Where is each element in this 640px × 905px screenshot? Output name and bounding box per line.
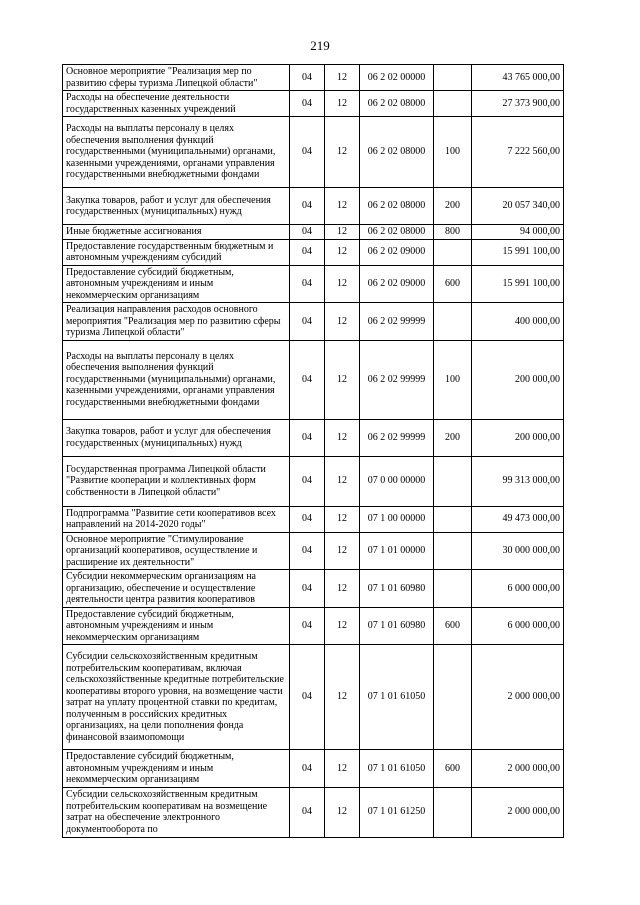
row-target-article: 06 2 02 99999 [360, 419, 434, 456]
row-amount: 49 473 000,00 [472, 506, 564, 532]
row-section: 04 [290, 419, 325, 456]
row-section: 04 [290, 303, 325, 341]
row-amount: 94 000,00 [472, 225, 564, 240]
row-section: 04 [290, 340, 325, 419]
row-subsection: 12 [325, 532, 360, 570]
row-subsection: 12 [325, 239, 360, 265]
row-target-article: 07 0 00 00000 [360, 456, 434, 506]
row-target-article: 06 2 02 08000 [360, 91, 434, 117]
row-subsection: 12 [325, 506, 360, 532]
row-subsection: 12 [325, 570, 360, 608]
row-section: 04 [290, 456, 325, 506]
row-subsection: 12 [325, 456, 360, 506]
row-section: 04 [290, 91, 325, 117]
row-expense-type [434, 91, 472, 117]
row-expense-type: 200 [434, 419, 472, 456]
row-target-article: 07 1 01 60980 [360, 570, 434, 608]
row-expense-type [434, 787, 472, 837]
table-row [63, 506, 564, 532]
row-expense-type: 600 [434, 607, 472, 645]
row-name: Предоставление государственным бюджетным и автономным учреждениям субсидий [63, 239, 290, 265]
row-name: Реализация направления расходов основного мероприятия "Реализация мер по развитию сферы туризма Липецкой области" [63, 303, 290, 341]
row-target-article: 07 1 01 00000 [360, 532, 434, 570]
row-target-article: 07 1 01 61250 [360, 787, 434, 837]
row-section: 04 [290, 65, 325, 91]
row-name: Основное мероприятие "Стимулирование организаций кооперативов, осуществление и расширение их деятельности" [63, 532, 290, 570]
row-target-article: 07 1 00 00000 [360, 506, 434, 532]
row-name: Предоставление субсидий бюджетным, автономным учреждениям и иным некоммерческим организациям [63, 750, 290, 788]
table-row [63, 787, 564, 837]
row-amount: 7 222 560,00 [472, 117, 564, 188]
row-target-article: 06 2 02 09000 [360, 265, 434, 303]
table-row [63, 750, 564, 788]
row-target-article: 07 1 01 60980 [360, 607, 434, 645]
row-subsection: 12 [325, 303, 360, 341]
row-amount: 20 057 340,00 [472, 188, 564, 225]
row-name: Расходы на выплаты персоналу в целях обеспечения выполнения функций государственными (муниципальными) органами, казенными учреждениями, органами управления государственными внебюджетными фондами [63, 117, 290, 188]
row-subsection: 12 [325, 91, 360, 117]
row-amount: 6 000 000,00 [472, 607, 564, 645]
row-amount: 15 991 100,00 [472, 265, 564, 303]
row-expense-type: 100 [434, 340, 472, 419]
row-name: Субсидии сельскохозяйственным кредитным потребительским кооперативам, включая сельскохозяйственные кредитные потребительские кооперативы второго уровня, на возмещение части затрат на уплату процентной ставки по кредитам, полученным в российских кредитных организациях, на цели пополнения фонда финансовой взаимопомощи [63, 645, 290, 750]
row-expense-type: 100 [434, 117, 472, 188]
table-row [63, 607, 564, 645]
row-amount: 43 765 000,00 [472, 65, 564, 91]
row-expense-type [434, 239, 472, 265]
row-section: 04 [290, 265, 325, 303]
row-target-article: 06 2 02 99999 [360, 340, 434, 419]
row-subsection: 12 [325, 117, 360, 188]
table-row [63, 303, 564, 341]
row-amount: 2 000 000,00 [472, 787, 564, 837]
table-row [63, 65, 564, 91]
row-section: 04 [290, 570, 325, 608]
row-expense-type: 600 [434, 265, 472, 303]
row-target-article: 06 2 02 08000 [360, 188, 434, 225]
row-section: 04 [290, 225, 325, 240]
row-amount: 2 000 000,00 [472, 750, 564, 788]
row-section: 04 [290, 750, 325, 788]
row-name: Основное мероприятие "Реализация мер по развитию сферы туризма Липецкой области" [63, 65, 290, 91]
row-subsection: 12 [325, 265, 360, 303]
row-expense-type [434, 303, 472, 341]
row-expense-type [434, 65, 472, 91]
row-target-article: 06 2 02 09000 [360, 239, 434, 265]
row-name: Государственная программа Липецкой области "Развитие кооперации и коллективных форм собственности в Липецкой области" [63, 456, 290, 506]
table-row [63, 645, 564, 750]
row-section: 04 [290, 787, 325, 837]
row-expense-type: 600 [434, 750, 472, 788]
table-row [63, 532, 564, 570]
row-subsection: 12 [325, 645, 360, 750]
row-name: Подпрограмма "Развитие сети кооперативов всех направлений на 2014-2020 годы" [63, 506, 290, 532]
row-expense-type: 200 [434, 188, 472, 225]
row-name: Субсидии сельскохозяйственным кредитным потребительским кооперативам на возмещение затрат на обеспечение электронного документооборота по [63, 787, 290, 837]
row-name: Иные бюджетные ассигнования [63, 225, 290, 240]
row-section: 04 [290, 188, 325, 225]
row-subsection: 12 [325, 419, 360, 456]
row-amount: 30 000 000,00 [472, 532, 564, 570]
row-name: Закупка товаров, работ и услуг для обеспечения государственных (муниципальных) нужд [63, 188, 290, 225]
row-amount: 200 000,00 [472, 340, 564, 419]
row-subsection: 12 [325, 787, 360, 837]
row-amount: 15 991 100,00 [472, 239, 564, 265]
table-row [63, 265, 564, 303]
row-target-article: 07 1 01 61050 [360, 750, 434, 788]
table-row [63, 340, 564, 419]
table-row [63, 188, 564, 225]
row-subsection: 12 [325, 225, 360, 240]
row-expense-type [434, 506, 472, 532]
row-expense-type [434, 645, 472, 750]
table-row [63, 91, 564, 117]
table-row [63, 225, 564, 240]
row-target-article: 07 1 01 61050 [360, 645, 434, 750]
budget-table [62, 64, 564, 838]
row-target-article: 06 2 02 08000 [360, 117, 434, 188]
row-amount: 6 000 000,00 [472, 570, 564, 608]
row-name: Закупка товаров, работ и услуг для обеспечения государственных (муниципальных) нужд [63, 419, 290, 456]
row-section: 04 [290, 506, 325, 532]
row-section: 04 [290, 645, 325, 750]
budget-table-body [63, 65, 564, 838]
row-name: Расходы на выплаты персоналу в целях обеспечения выполнения функций государственными (муниципальными) органами, казенными учреждениями, органами управления государственными внебюджетными фондами [63, 340, 290, 419]
row-subsection: 12 [325, 750, 360, 788]
row-name: Предоставление субсидий бюджетным, автономным учреждениям и иным некоммерческим организациям [63, 265, 290, 303]
row-expense-type [434, 532, 472, 570]
row-amount: 99 313 000,00 [472, 456, 564, 506]
row-subsection: 12 [325, 188, 360, 225]
row-name: Субсидии некоммерческим организациям на организацию, обеспечение и осуществление деятельности центра развития кооперативов [63, 570, 290, 608]
table-row [63, 570, 564, 608]
row-target-article: 06 2 02 99999 [360, 303, 434, 341]
row-expense-type [434, 456, 472, 506]
row-section: 04 [290, 117, 325, 188]
row-subsection: 12 [325, 607, 360, 645]
page-number: 219 [310, 38, 330, 53]
row-target-article: 06 2 02 00000 [360, 65, 434, 91]
row-amount: 400 000,00 [472, 303, 564, 341]
row-amount: 2 000 000,00 [472, 645, 564, 750]
row-target-article: 06 2 02 08000 [360, 225, 434, 240]
table-row [63, 239, 564, 265]
table-row [63, 117, 564, 188]
row-name: Предоставление субсидий бюджетным, автономным учреждениям и иным некоммерческим организациям [63, 607, 290, 645]
row-section: 04 [290, 532, 325, 570]
row-subsection: 12 [325, 340, 360, 419]
row-expense-type: 800 [434, 225, 472, 240]
row-subsection: 12 [325, 65, 360, 91]
row-section: 04 [290, 239, 325, 265]
row-name: Расходы на обеспечение деятельности государственных казенных учреждений [63, 91, 290, 117]
table-row [63, 419, 564, 456]
row-expense-type [434, 570, 472, 608]
row-amount: 200 000,00 [472, 419, 564, 456]
table-row [63, 456, 564, 506]
row-section: 04 [290, 607, 325, 645]
row-amount: 27 373 900,00 [472, 91, 564, 117]
